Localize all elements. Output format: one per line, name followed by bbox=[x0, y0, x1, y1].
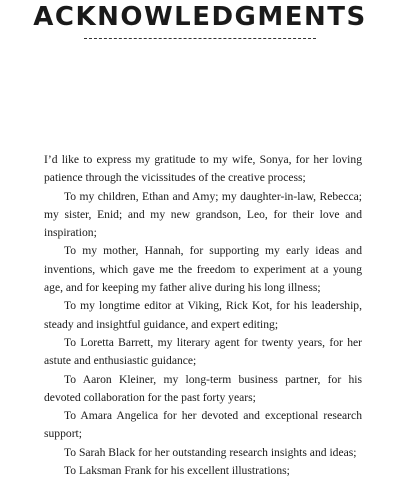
paragraph: To Loretta Barrett, my literary agent for twenty years, for her astute and enthusiastic guidance; bbox=[44, 335, 362, 368]
paragraph: To Laksman Frank for his excellent illustrations; bbox=[64, 464, 290, 478]
acknowledgments-body bbox=[44, 151, 362, 480]
paragraph: To my mother, Hannah, for supporting my early ideas and inventions, which gave me the freedom to experiment at a young age, and for keeping my father alive during his long illness; bbox=[44, 244, 362, 295]
paragraph: To my longtime editor at Viking, Rick Kot, for his leadership, steady and insightful guidance, and expert editing; bbox=[44, 299, 362, 331]
paragraph: To Sarah Black for her outstanding research insights and ideas; bbox=[64, 445, 357, 459]
paragraph: To Aaron Kleiner, my long-term business partner, for his devoted collaboration for the past forty years; bbox=[44, 372, 362, 404]
paragraph: To Amara Angelica for her devoted and exceptional research support; bbox=[44, 409, 362, 441]
page-title: ACKNOWLEDGMENTS bbox=[33, 2, 367, 32]
paragraph: I’d like to express my gratitude to my wife, Sonya, for her loving patience through the vicissitudes of the creative process; bbox=[44, 153, 362, 185]
title-divider bbox=[84, 38, 316, 39]
paragraph: To my children, Ethan and Amy; my daughter-in-law, Rebecca; my sister, Enid; and my new grandson, Leo, for their love and inspiration; bbox=[44, 189, 362, 240]
